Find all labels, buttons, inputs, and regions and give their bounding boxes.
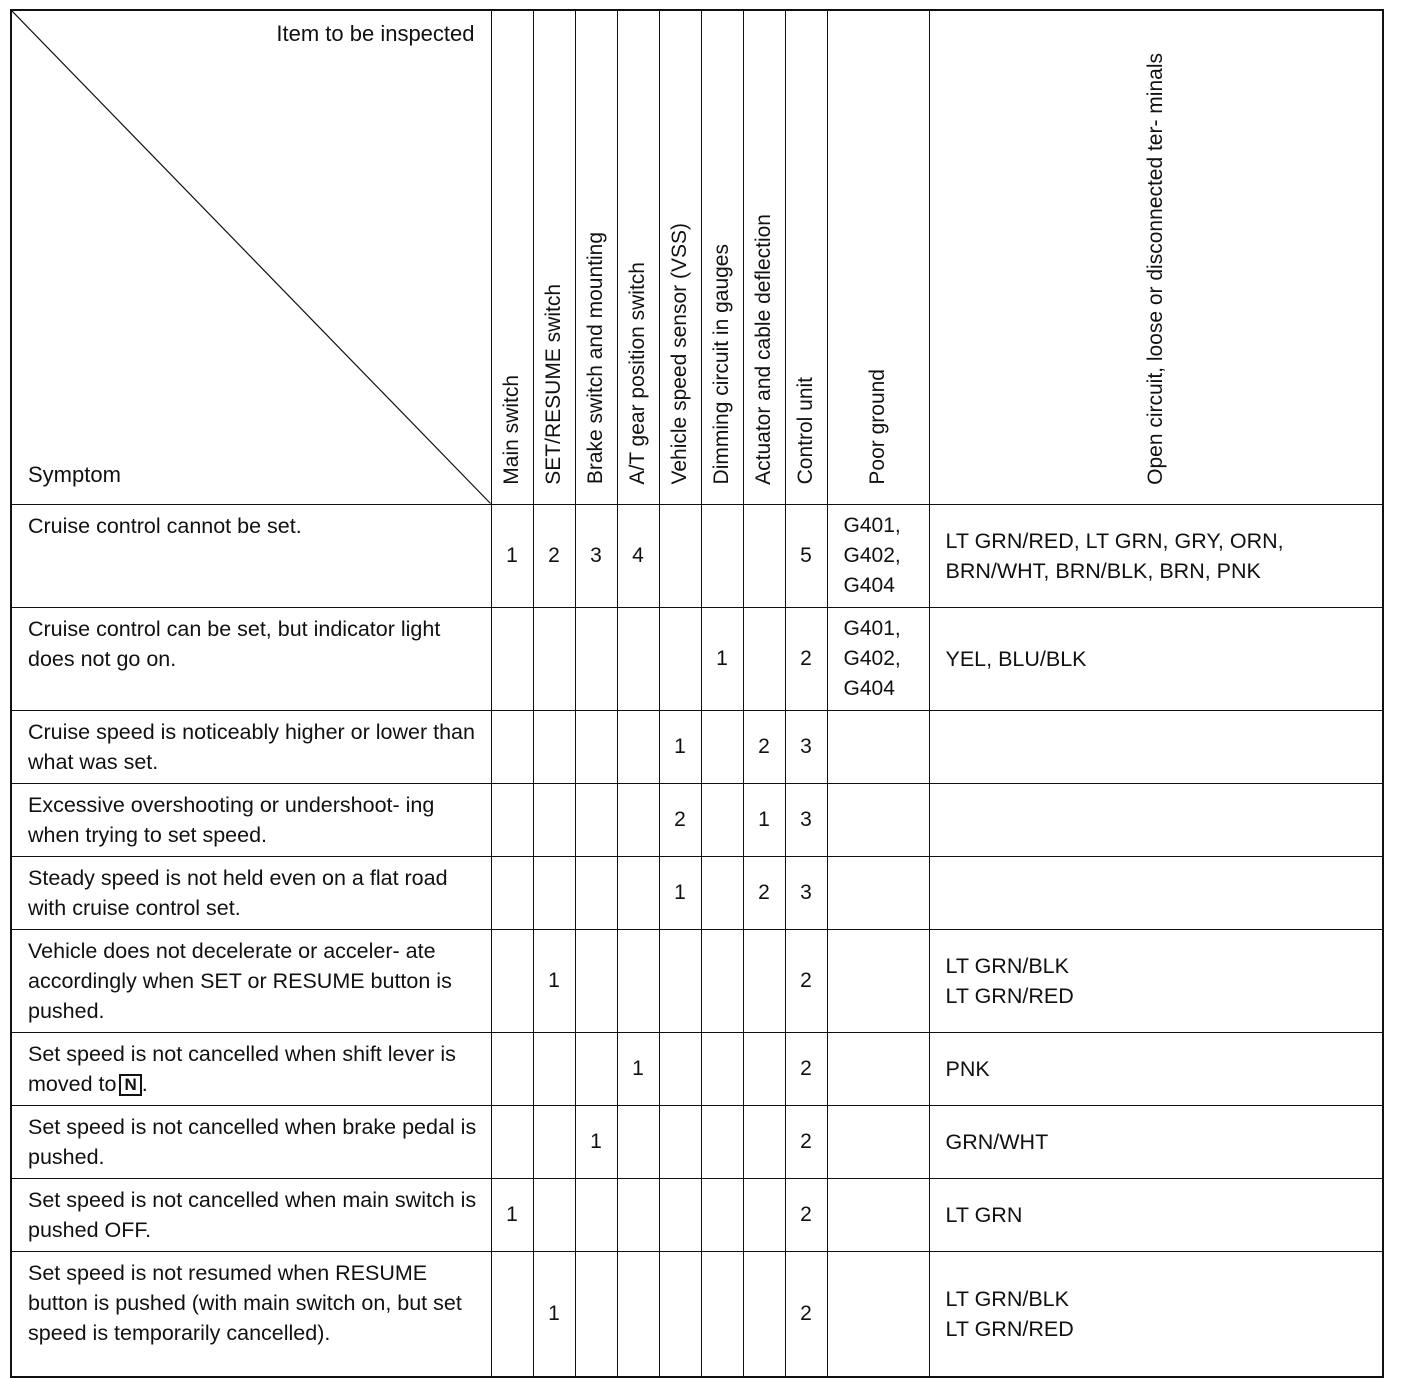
- priority-cell: [617, 607, 659, 710]
- priority-cell: [743, 504, 785, 607]
- priority-cell: [659, 1105, 701, 1178]
- diagonal-divider: [12, 11, 491, 504]
- wire-color-line: LT GRN/RED: [945, 983, 1074, 1008]
- priority-cell: [533, 1032, 575, 1105]
- wire-color-line: GRN/WHT: [945, 1129, 1049, 1154]
- priority-cell: 1: [701, 607, 743, 710]
- priority-cell: [617, 1251, 659, 1377]
- priority-cell: 2: [785, 607, 827, 710]
- ground-cell: [827, 504, 929, 607]
- wire-cell: [929, 783, 1383, 856]
- col-header-poor-ground: Poor ground: [827, 10, 929, 504]
- priority-cell: [575, 1178, 617, 1251]
- symptom-text: Set speed is not cancelled when brake pedal is pushed.: [28, 1114, 477, 1169]
- wire-cell: [929, 1251, 1383, 1377]
- wire-color-line: LT GRN/BLK: [945, 1286, 1069, 1311]
- wire-cell: [929, 504, 1383, 607]
- corner-cell: [11, 10, 491, 504]
- priority-cell: [575, 710, 617, 783]
- ground-point: G402,: [843, 646, 901, 670]
- col-header-actuator-cable: Actuator and cable deflection: [743, 10, 785, 504]
- priority-cell: 2: [659, 783, 701, 856]
- priority-cell: 3: [575, 504, 617, 607]
- priority-cell: [743, 1178, 785, 1251]
- wire-cell: [929, 1105, 1383, 1178]
- table-body: [11, 504, 1383, 1377]
- priority-cell: [491, 1251, 533, 1377]
- ground-point: G401,: [843, 616, 901, 640]
- priority-cell: [617, 1105, 659, 1178]
- priority-cell: [701, 710, 743, 783]
- symptom-cell: [11, 856, 491, 929]
- priority-cell: 1: [617, 1032, 659, 1105]
- wire-color-line: LT GRN/RED: [945, 1316, 1074, 1341]
- priority-cell: [575, 929, 617, 1032]
- priority-cell: 3: [785, 783, 827, 856]
- col-header-dimming-circuit: Dimming circuit in gauges: [701, 10, 743, 504]
- priority-cell: [701, 1032, 743, 1105]
- symptom-text: Cruise speed is noticeably higher or lower than what was set.: [28, 719, 475, 774]
- priority-cell: [659, 1251, 701, 1377]
- priority-cell: [743, 1251, 785, 1377]
- priority-cell: 2: [743, 710, 785, 783]
- priority-cell: [701, 504, 743, 607]
- symptom-text: Steady speed is not held even on a flat road with cruise control set.: [28, 865, 448, 920]
- priority-cell: [659, 1178, 701, 1251]
- ground-cell: [827, 710, 929, 783]
- ground-cell: [827, 856, 929, 929]
- priority-cell: 1: [659, 856, 701, 929]
- priority-cell: 5: [785, 504, 827, 607]
- symptom-text: Set speed is not cancelled when shift lever is moved to: [28, 1041, 456, 1096]
- symptom-text: Vehicle does not decelerate or acceler- ate accordingly when SET or RESUME button is pushed.: [28, 938, 452, 1023]
- priority-cell: 2: [785, 1251, 827, 1377]
- priority-cell: [743, 607, 785, 710]
- priority-cell: 1: [575, 1105, 617, 1178]
- priority-cell: 3: [785, 856, 827, 929]
- symptom-text: Set speed is not resumed when RESUME button is pushed (with main switch on, but set speed is temporarily cancelled).: [28, 1260, 462, 1345]
- priority-cell: [701, 783, 743, 856]
- ground-cell: [827, 1178, 929, 1251]
- priority-cell: 1: [491, 1178, 533, 1251]
- priority-cell: [533, 783, 575, 856]
- col-header-main-switch: Main switch: [491, 10, 533, 504]
- col-header-open-circuit: Open circuit, loose or disconnected ter- minals: [929, 10, 1383, 504]
- symptom-cell: [11, 504, 491, 607]
- wire-color-line: LT GRN: [945, 1202, 1023, 1227]
- priority-cell: [701, 1178, 743, 1251]
- priority-cell: [575, 1251, 617, 1377]
- table-row: [11, 1178, 1383, 1251]
- priority-cell: [575, 607, 617, 710]
- table-row: [11, 607, 1383, 710]
- priority-cell: 2: [743, 856, 785, 929]
- priority-cell: [533, 1105, 575, 1178]
- symptom-text: Excessive overshooting or undershoot- ing when trying to set speed.: [28, 792, 435, 847]
- wire-color-line: YEL, BLU/BLK: [945, 646, 1087, 671]
- priority-cell: [575, 1032, 617, 1105]
- table-row: [11, 1032, 1383, 1105]
- priority-cell: [491, 1032, 533, 1105]
- wire-color-line: LT GRN/RED, LT GRN, GRY, ORN,: [945, 528, 1284, 553]
- priority-cell: 1: [491, 504, 533, 607]
- priority-cell: [533, 856, 575, 929]
- neutral-position-badge: N: [119, 1074, 141, 1096]
- table-row: [11, 1251, 1383, 1377]
- priority-cell: [617, 1178, 659, 1251]
- priority-cell: 2: [785, 1032, 827, 1105]
- priority-cell: 4: [617, 504, 659, 607]
- wire-cell: [929, 607, 1383, 710]
- priority-cell: [701, 1105, 743, 1178]
- priority-cell: 2: [785, 1105, 827, 1178]
- priority-cell: 2: [785, 929, 827, 1032]
- symptom-cell: [11, 783, 491, 856]
- priority-cell: [659, 929, 701, 1032]
- priority-cell: [743, 929, 785, 1032]
- priority-cell: 2: [785, 1178, 827, 1251]
- ground-point: G401,: [843, 513, 901, 537]
- table-row: [11, 856, 1383, 929]
- priority-cell: [491, 929, 533, 1032]
- priority-cell: 1: [743, 783, 785, 856]
- priority-cell: [659, 607, 701, 710]
- ground-point: G404: [843, 573, 895, 597]
- symptom-text: Cruise control cannot be set.: [28, 513, 302, 538]
- wire-color-line: PNK: [945, 1056, 990, 1081]
- item-to-be-inspected-label: Item to be inspected: [276, 21, 475, 46]
- priority-cell: [701, 856, 743, 929]
- ground-cell: [827, 929, 929, 1032]
- table-row: [11, 929, 1383, 1032]
- priority-cell: [533, 710, 575, 783]
- ground-point: G404: [843, 676, 895, 700]
- symptom-text: Cruise control can be set, but indicator light does not go on.: [28, 616, 441, 671]
- symptom-cell: [11, 1251, 491, 1377]
- inspection-table: [10, 9, 1384, 1378]
- priority-cell: 2: [533, 504, 575, 607]
- priority-cell: [617, 929, 659, 1032]
- ground-cell: [827, 783, 929, 856]
- priority-cell: [491, 710, 533, 783]
- priority-cell: 3: [785, 710, 827, 783]
- symptom-text: Set speed is not cancelled when main switch is pushed OFF.: [28, 1187, 477, 1242]
- priority-cell: [701, 1251, 743, 1377]
- ground-point: G402,: [843, 543, 901, 567]
- symptom-cell: [11, 929, 491, 1032]
- col-header-vehicle-speed-sensor: Vehicle speed sensor (VSS): [659, 10, 701, 504]
- priority-cell: [701, 929, 743, 1032]
- symptom-cell: [11, 1105, 491, 1178]
- priority-cell: [533, 607, 575, 710]
- symptom-tail: .: [141, 1071, 148, 1096]
- table-row: [11, 504, 1383, 607]
- ground-cell: [827, 607, 929, 710]
- wire-color-line: BRN/WHT, BRN/BLK, BRN, PNK: [945, 558, 1261, 583]
- wire-color-line: LT GRN/BLK: [945, 953, 1069, 978]
- col-header-brake-switch: Brake switch and mounting: [575, 10, 617, 504]
- priority-cell: [491, 1105, 533, 1178]
- priority-cell: [659, 504, 701, 607]
- symptom-cell: [11, 607, 491, 710]
- priority-cell: 1: [533, 929, 575, 1032]
- priority-cell: 1: [659, 710, 701, 783]
- ground-cell: [827, 1251, 929, 1377]
- priority-cell: [575, 856, 617, 929]
- wire-cell: [929, 1178, 1383, 1251]
- priority-cell: [491, 607, 533, 710]
- priority-cell: 1: [533, 1251, 575, 1377]
- wire-cell: [929, 1032, 1383, 1105]
- symptom-cell: [11, 1178, 491, 1251]
- priority-cell: [743, 1032, 785, 1105]
- table-row: [11, 710, 1383, 783]
- priority-cell: [575, 783, 617, 856]
- col-header-at-gear-position-switch: A/T gear position switch: [617, 10, 659, 504]
- col-header-control-unit: Control unit: [785, 10, 827, 504]
- symptom-label: Symptom: [28, 461, 121, 487]
- priority-cell: [491, 856, 533, 929]
- wire-cell: [929, 710, 1383, 783]
- col-header-set-resume-switch: SET/RESUME switch: [533, 10, 575, 504]
- symptom-cell: [11, 710, 491, 783]
- symptom-cell: [11, 1032, 491, 1105]
- wire-cell: [929, 856, 1383, 929]
- ground-cell: [827, 1032, 929, 1105]
- priority-cell: [491, 783, 533, 856]
- priority-cell: [533, 1178, 575, 1251]
- priority-cell: [617, 783, 659, 856]
- priority-cell: [743, 1105, 785, 1178]
- table-row: [11, 1105, 1383, 1178]
- header-row: [11, 10, 1383, 504]
- ground-cell: [827, 1105, 929, 1178]
- priority-cell: [617, 710, 659, 783]
- wire-cell: [929, 929, 1383, 1032]
- priority-cell: [617, 856, 659, 929]
- priority-cell: [659, 1032, 701, 1105]
- table-row: [11, 783, 1383, 856]
